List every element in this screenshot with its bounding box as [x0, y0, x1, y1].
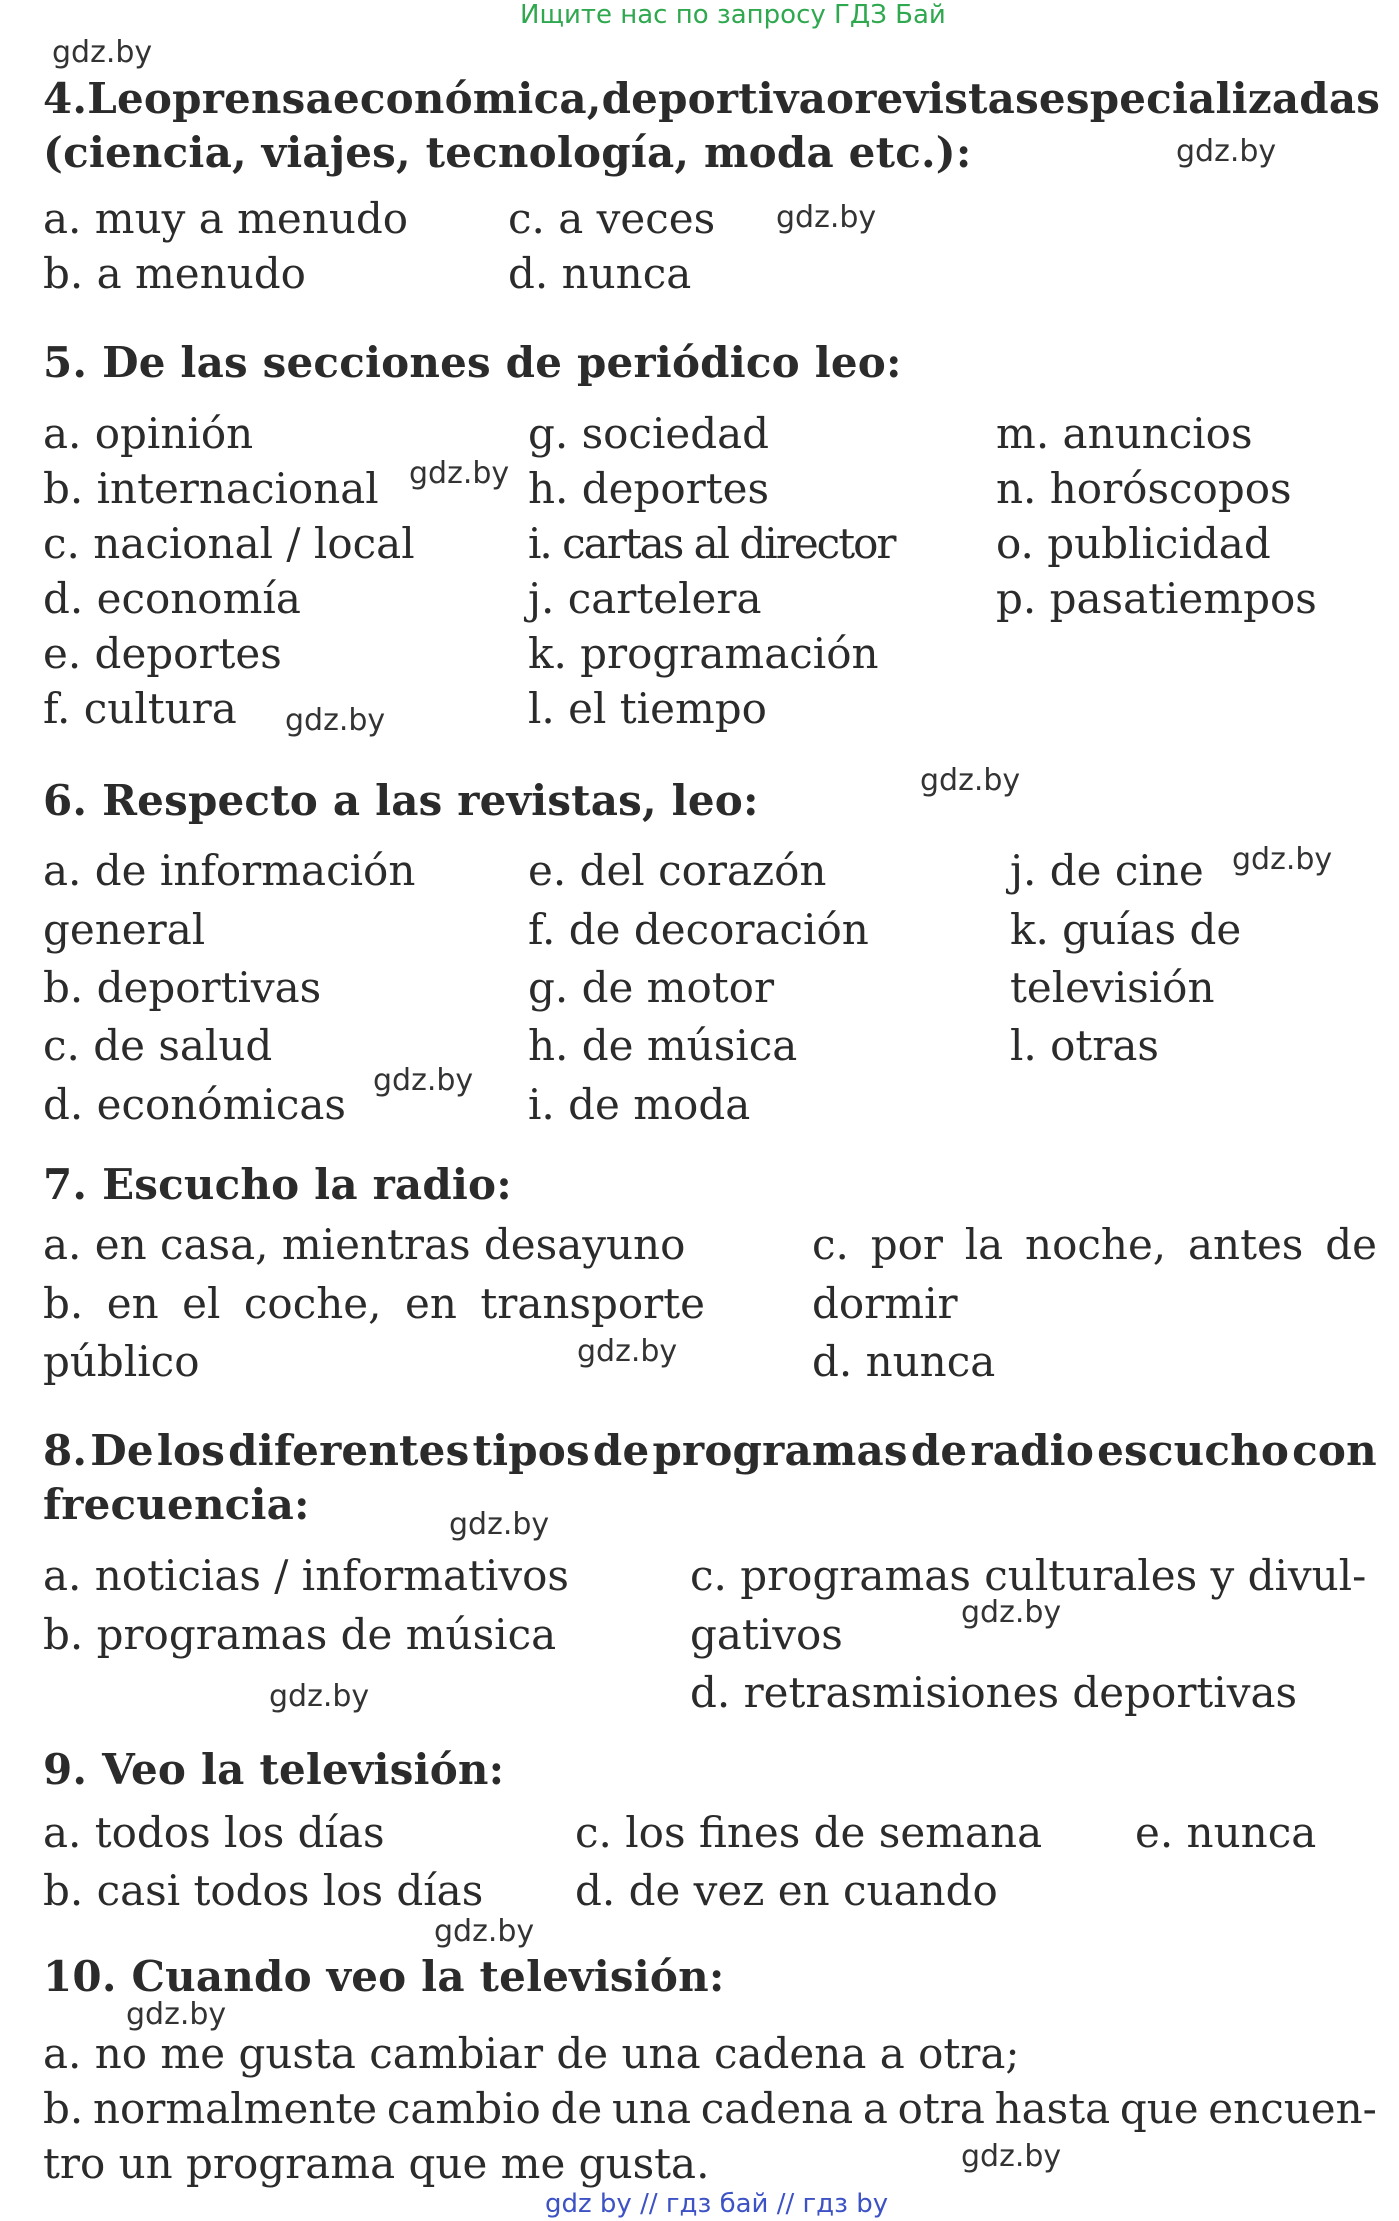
q5-option-p: p. pasatiempos — [996, 574, 1317, 623]
title-word: o — [825, 74, 855, 123]
q5-option-l: l. el tiempo — [528, 684, 767, 733]
question-9-title: 9. Veo la televisión: — [43, 1745, 505, 1794]
title-word: Leo — [87, 74, 173, 123]
q6-option-h: h. de música — [528, 1021, 798, 1070]
q8-option-a: a. noticias / informativos — [43, 1551, 569, 1600]
q5-option-h: h. deportes — [528, 464, 770, 513]
footer-links: gdz by // гдз бай // гдз by — [545, 2189, 889, 2219]
title-word: 4. — [43, 74, 88, 123]
q6-option-d: d. económicas — [43, 1080, 346, 1129]
watermark: gdz.by — [285, 703, 386, 738]
watermark: gdz.by — [776, 200, 877, 235]
watermark: gdz.by — [961, 1595, 1062, 1630]
q7-option-a: a. en casa, mientras desayuno — [43, 1220, 686, 1269]
q9-option-d: d. de vez en cuando — [575, 1866, 998, 1915]
q5-option-b: b. internacional — [43, 464, 379, 513]
question-7-title: 7. Escucho la radio: — [43, 1160, 512, 1209]
watermark: gdz.by — [269, 1679, 370, 1714]
q6-option-c: c. de salud — [43, 1021, 273, 1070]
q5-option-c: c. nacional / local — [43, 519, 415, 568]
q8-option-b: b. programas de música — [43, 1610, 557, 1659]
title-word: deportiva — [601, 74, 826, 123]
q7-option-c-cont: dormir — [812, 1279, 958, 1328]
q5-option-g: g. sociedad — [528, 409, 770, 458]
title-word: económica, — [332, 74, 602, 123]
q6-option-e: e. del corazón — [528, 846, 827, 895]
q4-option-d: d. nunca — [508, 249, 692, 298]
q4-option-a: a. muy a menudo — [43, 194, 409, 243]
q9-option-b: b. casi todos los días — [43, 1866, 484, 1915]
q10-option-b-cont: tro un programa que me gusta. — [43, 2139, 710, 2188]
q7-option-b: b. en el coche, en transporte — [43, 1279, 705, 1328]
question-4-title-cont: (ciencia, viajes, tecnología, moda etc.): — [43, 128, 972, 177]
q5-option-n: n. horóscopos — [996, 464, 1292, 513]
q5-option-o: o. publicidad — [996, 519, 1271, 568]
q5-option-i: i. cartas al director — [528, 519, 895, 568]
q5-option-d: d. economía — [43, 574, 301, 623]
watermark: gdz.by — [961, 2139, 1062, 2174]
top-banner: Ищите нас по запросу ГДЗ Бай — [520, 0, 946, 30]
watermark: gdz.by — [126, 1997, 227, 2032]
watermark: gdz.by — [434, 1914, 535, 1949]
q5-option-e: e. deportes — [43, 629, 282, 678]
q8-option-c: c. programas culturales y divul- — [690, 1551, 1367, 1600]
q10-option-b: b. normalmente cambio de una cadena a otra hasta que encuen- — [43, 2084, 1377, 2133]
watermark: gdz.by — [373, 1063, 474, 1098]
question-5-title: 5. De las secciones de periódico leo: — [43, 338, 902, 387]
q6-option-g: g. de motor — [528, 963, 775, 1012]
q6-option-j: j. de cine — [1010, 846, 1204, 895]
watermark: gdz.by — [449, 1507, 550, 1542]
watermark: gdz.by — [409, 456, 510, 491]
q7-option-d: d. nunca — [812, 1337, 996, 1386]
title-word: revistas — [854, 74, 1039, 123]
q10-option-a: a. no me gusta cambiar de una cadena a otra; — [43, 2029, 1020, 2078]
question-8-title-cont: frecuencia: — [43, 1480, 310, 1529]
q7-option-b-cont: público — [43, 1337, 200, 1386]
q9-option-a: a. todos los días — [43, 1808, 385, 1857]
q5-option-f: f. cultura — [43, 684, 237, 733]
question-4-title — [43, 74, 1381, 123]
q6-option-k: k. guías de — [1010, 905, 1242, 954]
q5-option-m: m. anuncios — [996, 409, 1253, 458]
title-word: prensa — [172, 74, 333, 123]
q6-option-f: f. de decoración — [528, 905, 869, 954]
q5-option-a: a. opinión — [43, 409, 254, 458]
question-6-title: 6. Respecto a las revistas, leo: — [43, 776, 759, 825]
watermark: gdz.by — [1232, 842, 1333, 877]
question-10-title: 10. Cuando veo la televisión: — [43, 1952, 725, 2001]
q6-option-k-cont: televisión — [1010, 963, 1215, 1012]
title-word: especializadas — [1038, 74, 1381, 123]
q4-option-b: b. a menudo — [43, 249, 306, 298]
q5-option-j: j. cartelera — [528, 574, 762, 623]
watermark: gdz.by — [52, 35, 153, 70]
q6-option-l: l. otras — [1010, 1021, 1159, 1070]
q9-option-c: c. los fines de semana — [575, 1808, 1043, 1857]
q6-option-a-cont: general — [43, 905, 206, 954]
q6-option-a: a. de información — [43, 846, 416, 895]
q7-option-c: c. por la noche, antes de — [812, 1220, 1377, 1269]
q8-option-d: d. retrasmisiones deportivas — [690, 1668, 1298, 1717]
watermark: gdz.by — [577, 1334, 678, 1369]
question-8-title: 8. De los diferentes tipos de programas de radio escucho con — [43, 1426, 1377, 1475]
q4-option-c: c. a veces — [508, 194, 716, 243]
watermark: gdz.by — [1176, 134, 1277, 169]
q8-option-c-cont: gativos — [690, 1610, 843, 1659]
watermark: gdz.by — [920, 763, 1021, 798]
q9-option-e: e. nunca — [1135, 1808, 1317, 1857]
q5-option-k: k. programación — [528, 629, 879, 678]
q6-option-i: i. de moda — [528, 1080, 751, 1129]
q6-option-b: b. deportivas — [43, 963, 322, 1012]
